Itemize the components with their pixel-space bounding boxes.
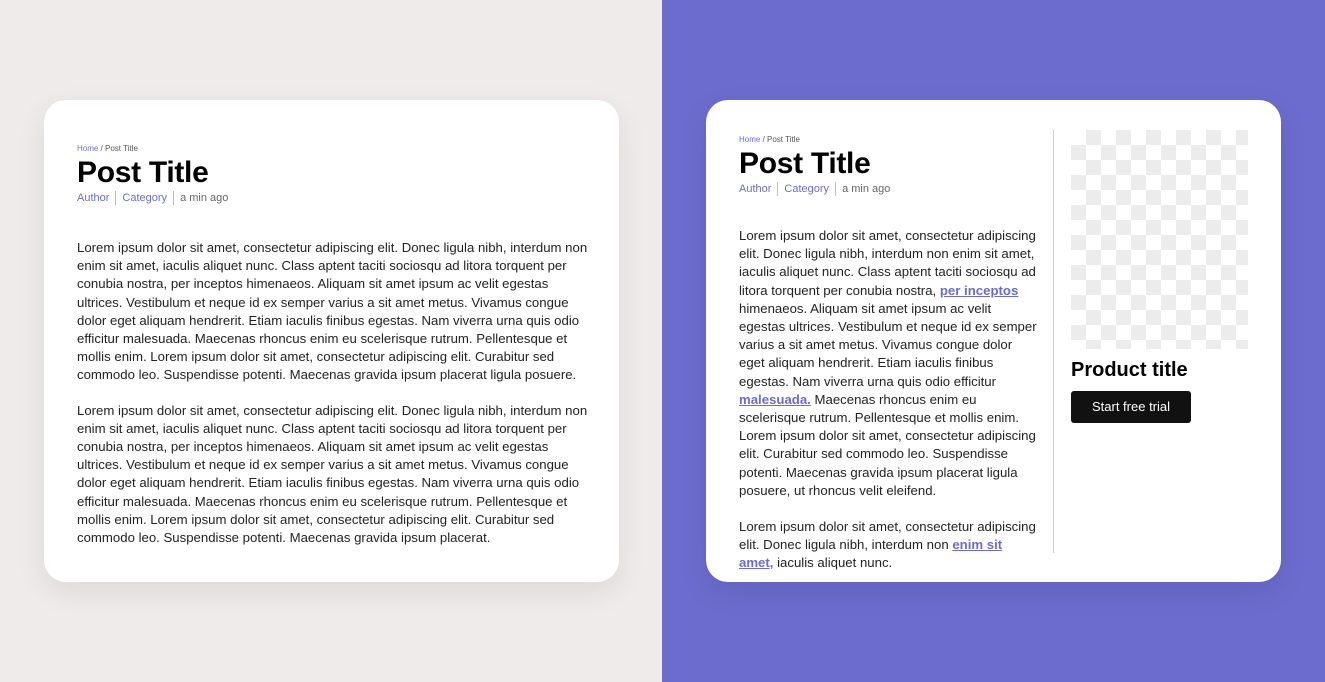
right-panel: [662, 0, 1325, 682]
article-card: [44, 100, 619, 582]
article-card-with-sidebar: [706, 100, 1281, 582]
meta-divider: [173, 191, 174, 205]
paragraph-text: Maecenas rhoncus enim eu scelerisque rutrum. Pellentesque et mollis enim. Lorem ipsum dolor sit amet, consectetur adipiscing elit. Curabitur sed commodo leo. Suspendisse potenti. Maecenas gravida ipsum placerat ligula posuere, ut rhoncus velit eleifend.: [739, 391, 1036, 498]
post-timestamp: a min ago: [180, 192, 229, 204]
category-link[interactable]: Category: [784, 183, 830, 195]
product-sidebar: [1071, 130, 1248, 423]
breadcrumb-current: Post Title: [105, 144, 138, 153]
breadcrumb-home-link[interactable]: Home: [77, 144, 99, 153]
breadcrumb-current: Post Title: [767, 135, 800, 144]
page-title: Post Title: [739, 147, 871, 180]
main-column: [739, 135, 1039, 573]
paragraph-text: Lorem ipsum dolor sit amet, consectetur adipiscing elit. Donec ligula nibh, interdum non: [739, 519, 1036, 553]
breadcrumb-separator: /: [760, 135, 768, 144]
article-paragraph: Lorem ipsum dolor sit amet, consectetur adipiscing elit. Donec ligula nibh, interdum non enim sit amet, iaculis aliquet nunc. Class aptent taciti sociosqu ad litora torquent per conubia nostra, per inceptos himenaeos. Aliquam sit amet ipsum ac velit egestas ultrices. Vestibulum et neque id ex semper varius a sit amet metus. Vivamus congue dolor eget aliquam hendrerit. Etiam iaculis finibus egestas. Nam viverra urna quis odio efficitur malesuada. Maecenas rhoncus enim eu scelerisque rutrum. Pellentesque et mollis enim. Lorem ipsum dolor sit amet, consectetur adipiscing elit. Curabitur sed commodo leo. Suspendisse potenti. Maecenas gravida ipsum placerat.: [77, 402, 588, 546]
article-body: [77, 239, 589, 547]
breadcrumb: [739, 135, 1039, 145]
column-divider: [1053, 130, 1054, 553]
author-link[interactable]: Author: [77, 192, 110, 204]
page-title: Post Title: [77, 156, 209, 189]
breadcrumb-home-link[interactable]: Home: [739, 135, 761, 144]
article-body: [739, 227, 1037, 573]
article-paragraph: Lorem ipsum dolor sit amet, consectetur adipiscing elit. Donec ligula nibh, interdum non enim sit amet, iaculis aliquet nunc. Class aptent taciti sociosqu ad litora torquent per conubia nostra, per inceptos himenaeos. Aliquam sit amet ipsum ac velit egestas ultrices. Vestibulum et neque id ex semper varius a sit amet metus. Vivamus congue dolor eget aliquam hendrerit. Etiam iaculis finibus egestas. Nam viverra urna quis odio efficitur malesuada. Maecenas rhoncus enim eu scelerisque rutrum. Pellentesque et mollis enim. Lorem ipsum dolor sit amet, consectetur adipiscing elit. Curabitur sed commodo leo. Suspendisse potenti. Maecenas gravida ipsum placerat ligula posuere.: [77, 240, 588, 383]
inline-link[interactable]: malesuada.: [739, 391, 811, 407]
author-link[interactable]: Author: [739, 183, 772, 195]
inline-link[interactable]: per inceptos: [939, 282, 1019, 298]
article-paragraph: [739, 227, 1037, 500]
product-image-placeholder: [1071, 130, 1248, 349]
product-title: Product title: [1071, 359, 1188, 381]
paragraph-text: himenaeos. Aliquam sit amet ipsum ac velit egestas ultrices. Vestibulum et neque id ex semper varius a sit amet metus. Vivamus congue dolor eget aliquam hendrerit. Etiam iaculis finibus egestas. Nam viverra urna quis odio efficitur: [739, 300, 1037, 389]
paragraph-text: Lorem ipsum dolor sit amet, consectetur adipiscing elit. Donec ligula nibh, interdum non enim sit amet, iaculis aliquet nunc. Class aptent taciti sociosqu ad litora torquent per conubia nostra,: [739, 228, 1036, 298]
breadcrumb-separator: /: [98, 144, 106, 153]
meta-divider: [777, 182, 778, 196]
start-free-trial-button[interactable]: Start free trial: [1071, 391, 1191, 423]
breadcrumb: [77, 144, 586, 154]
paragraph-text: iaculis aliquet nunc.: [773, 555, 893, 571]
meta-divider: [115, 191, 116, 205]
inline-link[interactable]: enim sit amet,: [739, 537, 1003, 571]
post-meta: [77, 191, 586, 205]
article-paragraph: [739, 518, 1037, 573]
post-timestamp: a min ago: [842, 183, 891, 195]
post-meta: [739, 182, 1039, 196]
left-panel: [0, 0, 662, 682]
meta-divider: [835, 182, 836, 196]
category-link[interactable]: Category: [122, 192, 168, 204]
